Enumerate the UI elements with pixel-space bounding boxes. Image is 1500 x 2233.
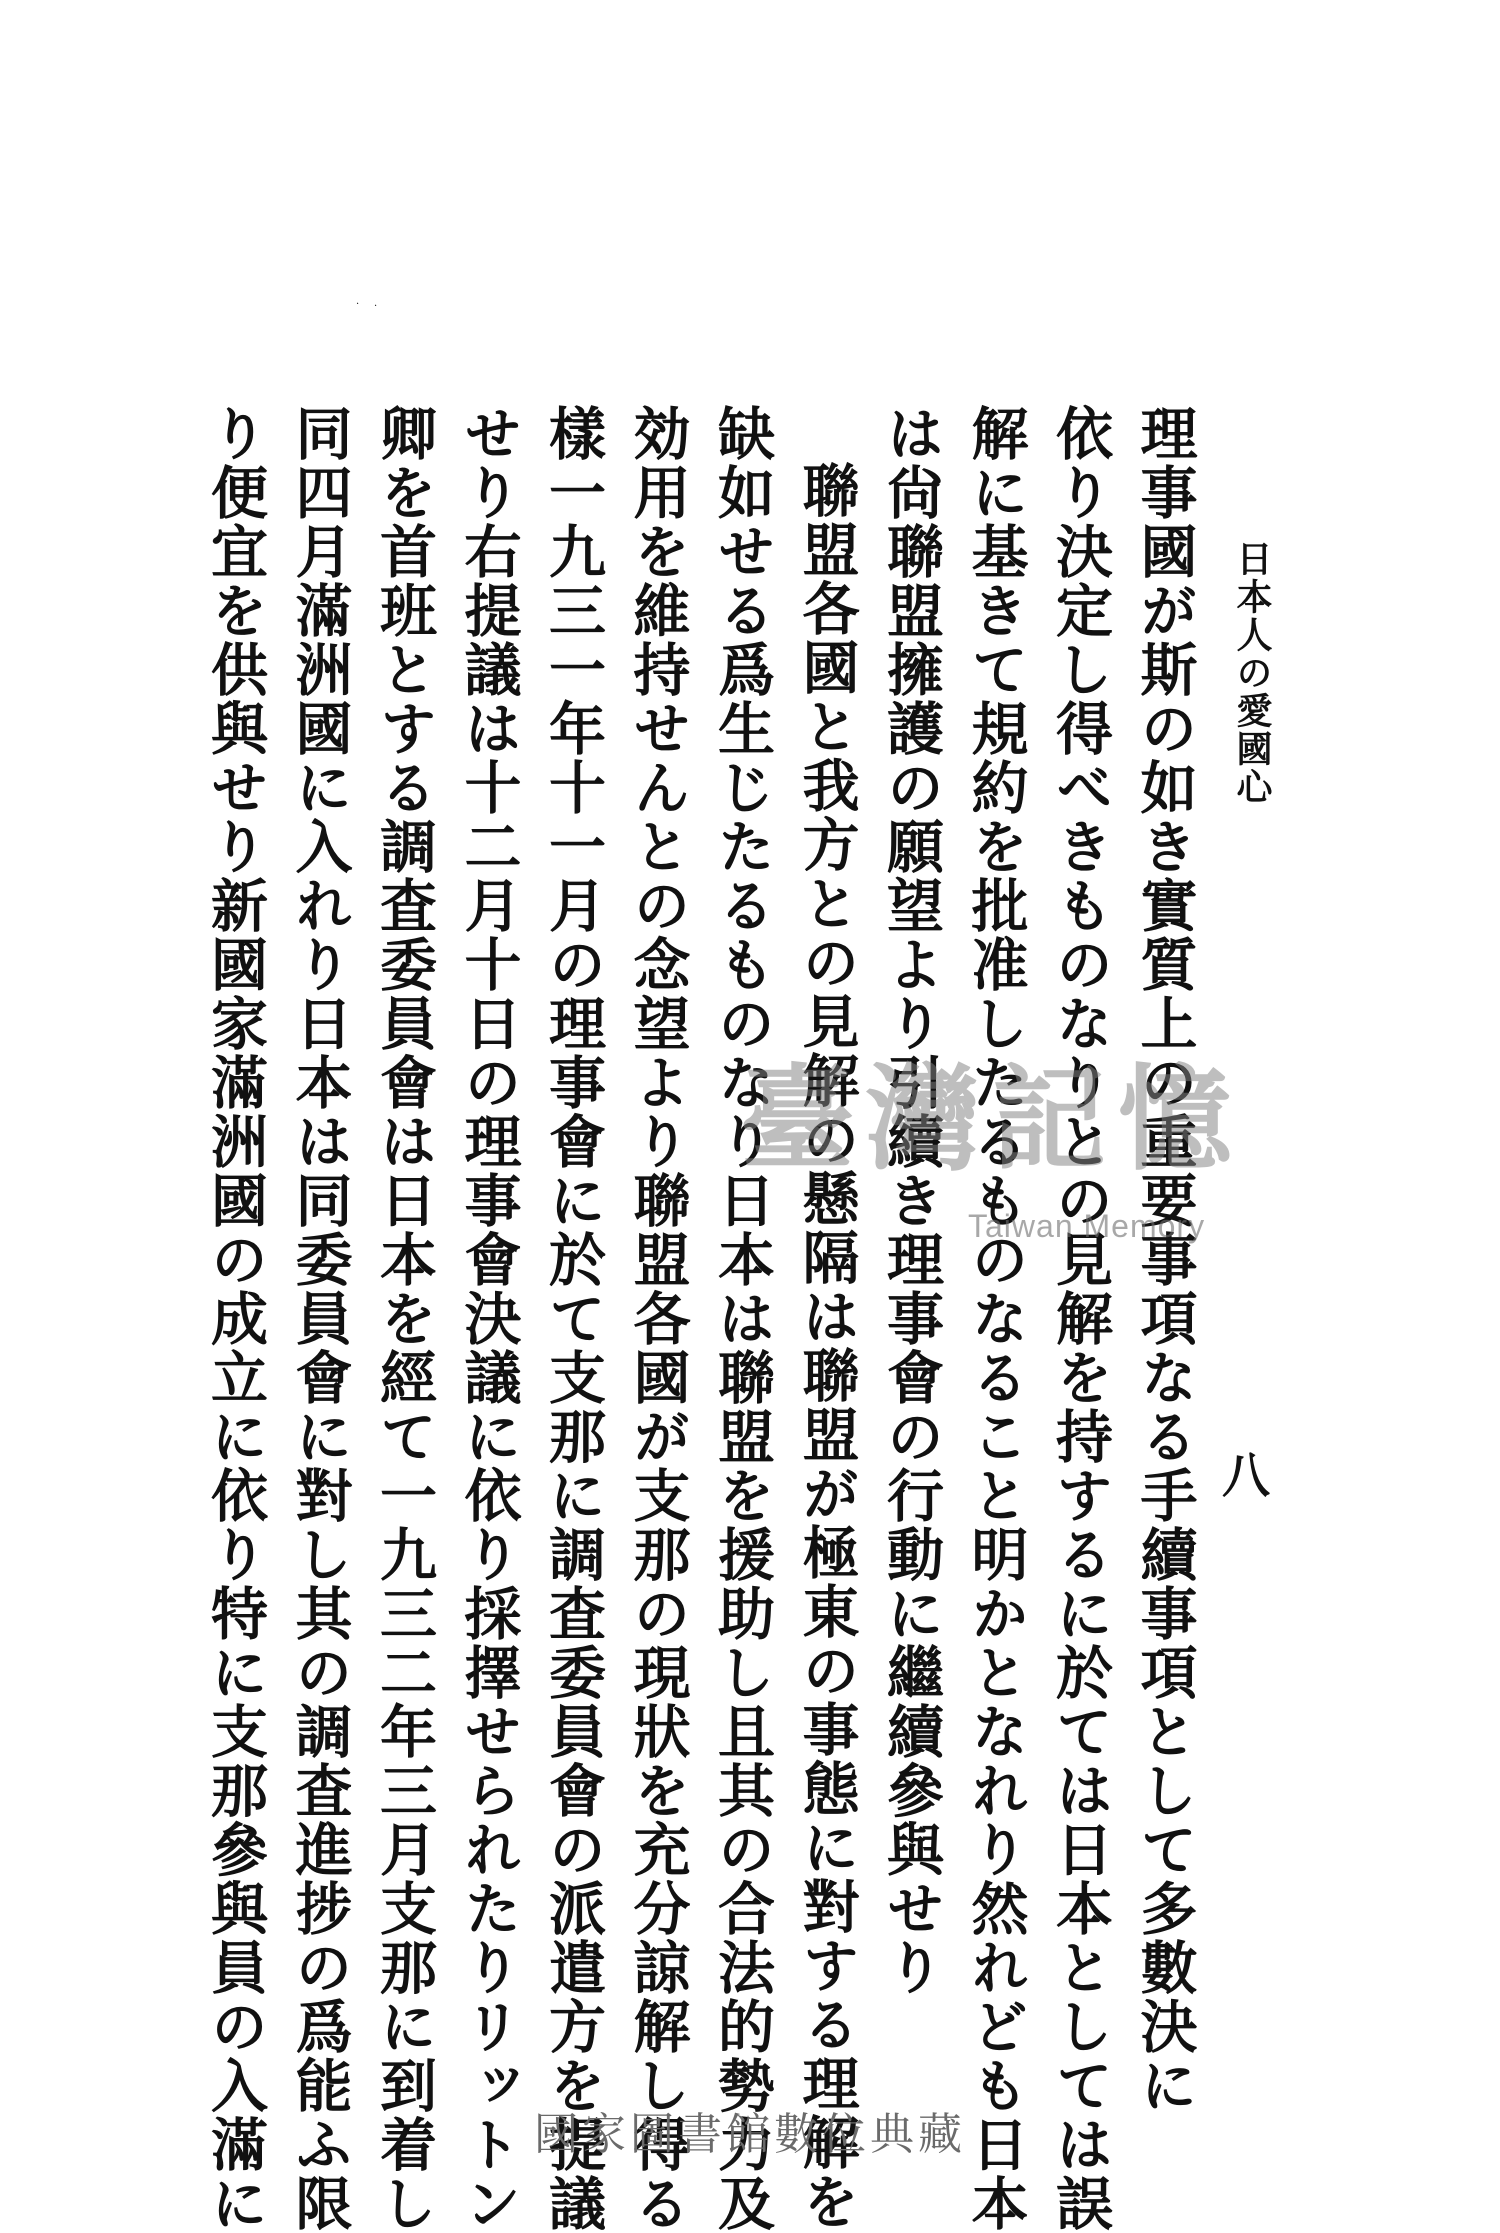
text-column: せり右提議は十二月十日の理事會決議に依り採擇せられたりリットン: [455, 404, 522, 2233]
text-column: 缺如せる爲生じたるものなり日本は聯盟を援助し且其の合法的勢力及: [708, 404, 776, 2233]
text-column: 依り決定し得べきものなりとの見解を持するに於ては日本としては誤: [1046, 404, 1114, 2233]
text-column: は尙聯盟擁護の願望より引續き理事會の行動に繼續參與せり: [877, 404, 945, 1997]
text-column: 解に基きて規約を批准したるものなること明かとなれり然れども日本: [962, 404, 1029, 2233]
text-column: 樣一九三一年十一月の理事會に於て支那に調査委員會の派遣方を提議: [539, 404, 607, 2233]
text-column: 理事國が斯の如き實質上の重要事項なる手續事項として多數決に: [1131, 404, 1198, 2115]
running-header-title: 日本人の愛國心: [1231, 540, 1273, 806]
text-column: 聯盟各國と我方との見解の懸隔は聯盟が極東の事態に對する理解を: [793, 461, 860, 2231]
text-column: 効用を維持せんとの念望より聯盟各國が支那の現狀を充分諒解し得る: [624, 404, 691, 2233]
page-number: 八: [1222, 1448, 1271, 1504]
watermark-subtitle: Taiwan Memory: [968, 1208, 1206, 1244]
text-column: 同四月滿洲國に入れり日本は同委員會に對し其の調査進捗の爲能ふ限: [286, 404, 353, 2233]
scanned-book-page: 日本人の愛國心 八 · · 理事國が斯の如き實質上の重要事項なる手續事項として多數決に 依り決定し得べきものなりとの見解を持するに於ては日本としては誤 解に基きて規約を批准したるものなること明かとなれり然れども日本 は尙聯盟擁護の願望より引續き理事會の行動に繼續參與せり 聯盟各國と我方との見解の懸隔は聯盟が極東の事態に對する理解を 缺如せる爲生じたるものなり日本は聯盟を援助し且其の合法的勢力及 効用を維持せんとの念望より聯盟各國が支那の現狀を充分諒解し得る 樣一九三一年十一月の理事會に於て支那に調査委員會の派遣方を提議 せり右提議は十二月十日の理事會決議に依り採擇せられたりリットン 卿を首班とする調査委員會は日本を經て一九三二年三月支那に到着し 同四月滿洲國に入れり日本は同委員會に對し其の調査進捗の爲能ふ限 り便宜を供與せり新國家滿洲國の成立に依り特に支那參與員の入滿に 臺灣記憶 Taiwan Memory 國家圖書館數位典藏: [0, 0, 1500, 2200]
watermark-characters: 臺灣記憶: [740, 1052, 1245, 1186]
text-column: り便宜を供與せり新國家滿洲國の成立に依り特に支那參與員の入滿に: [201, 404, 269, 2233]
text-column: 卿を首班とする調査委員會は日本を經て一九三二年三月支那に到着し: [370, 404, 438, 2233]
source-footer: 國家圖書館數位典藏: [534, 2109, 966, 2160]
